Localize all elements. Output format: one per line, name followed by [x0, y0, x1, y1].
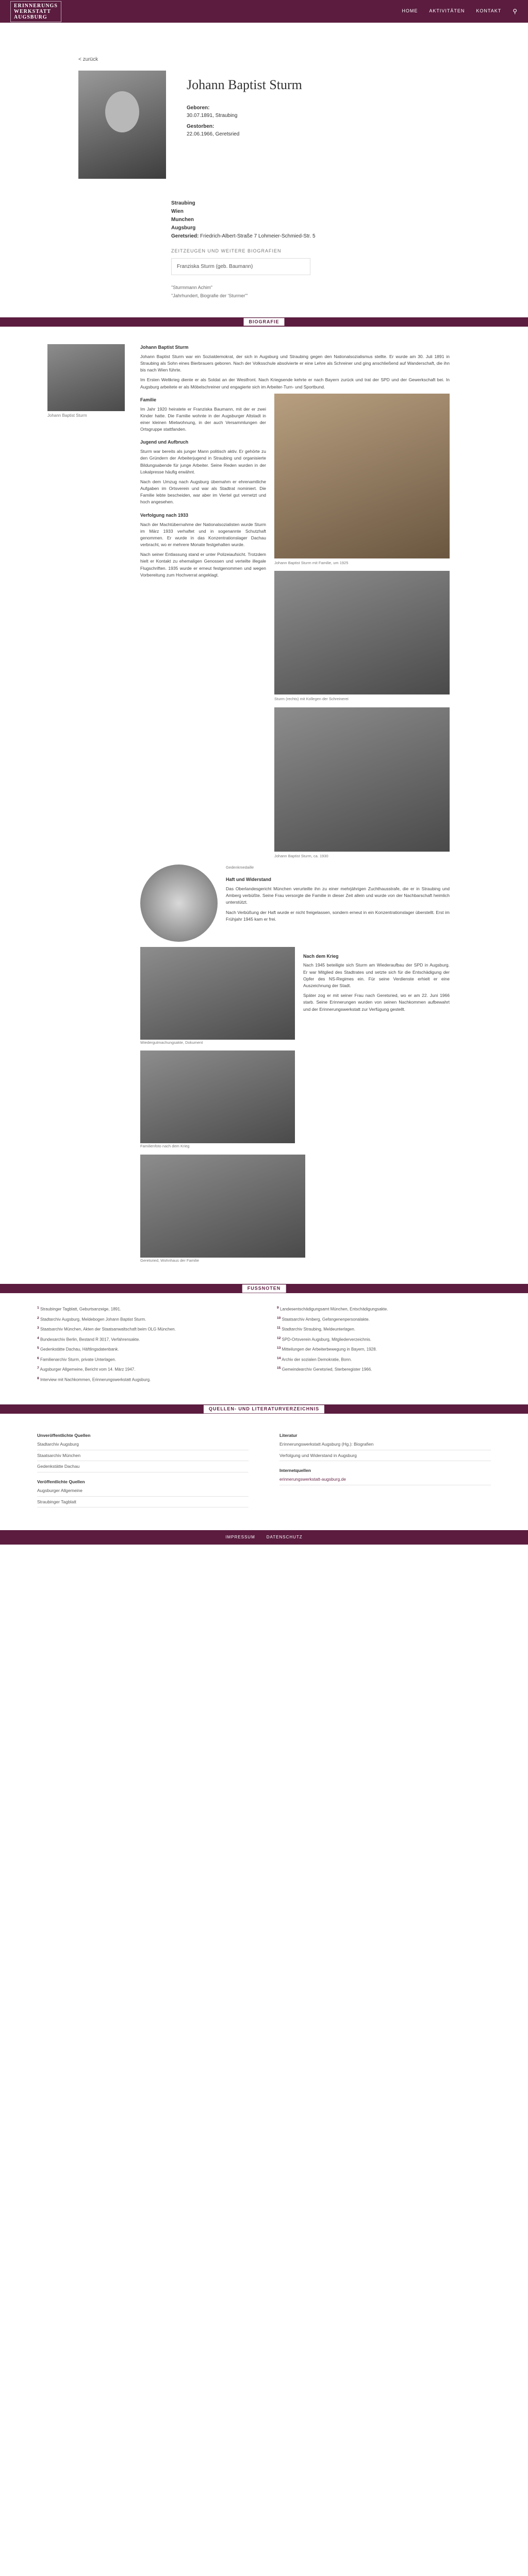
sources-band [0, 1404, 528, 1414]
bio-heading: Familie [140, 397, 157, 402]
search-icon[interactable]: ⚲ [513, 8, 518, 15]
death-value: 22.06.1966, Geretsried [187, 131, 240, 137]
source-item: Stadtarchiv Augsburg [37, 1441, 79, 1447]
site-logo[interactable] [10, 1, 61, 22]
logo-line-3: AUGSBURG [14, 14, 47, 20]
footnotes [37, 1306, 491, 1386]
bio-heading: Haft und Widerstand [226, 877, 271, 883]
source-item: Verfolgung und Widerstand in Augsburg [279, 1452, 357, 1458]
footnote-item: $^1$ Straubinger Tagblatt, Geburtsanzeige, 1891. [37, 1306, 121, 1312]
bio-paragraph: Sturm war bereits als junger Mann politisch aktiv. Er gehörte zu den Gründern der Arbeiterjugend in Straubing und organisierte Bildungsabende für junge Arbeiter. Seine Reden wurden in der Lokalpresse häufig erwähnt. [140, 449, 266, 474]
birth-label: Geboren: [187, 105, 210, 111]
footnote-item: $^{13}$ Mitteilungen der Arbeiterbewegung in Bayern, 1928. [277, 1346, 377, 1352]
source-item: Gedenkstätte Dachau [37, 1464, 80, 1469]
bio-heading: Nach dem Krieg [303, 953, 339, 959]
footnote-item: $^{11}$ Stadtarchiv Straubing, Meldeunterlagen. [277, 1326, 356, 1332]
sources-subheading: Veröffentlichte Quellen [37, 1479, 85, 1485]
footnotes-heading: FUSSNOTEN [242, 1285, 286, 1293]
bio-figure [274, 571, 450, 702]
footnote-item: $^{12}$ SPD-Ortsverein Augsburg, Mitgliederverzeichnis. [277, 1336, 372, 1342]
back-link[interactable]: < zurück [78, 57, 98, 62]
bio-paragraph: Johann Baptist Sturm war ein Sozialdemokrat, der sich in Augsburg und Straubing gegen den Nationalsozialismus stellte. Er wurde am 30. Juli 1891 in Straubing als Sohn eines Bierbrauers geboren. Nach der Volksschule absolvierte er eine Lehre als Schreiner und ging anschließend auf Wanderschaft, die ihn bis nach Wien führte. [140, 353, 450, 373]
sources-right [279, 1426, 491, 1510]
footnote-item: $^{15}$ Gemeindearchiv Geretsried, Sterberegister 1966. [277, 1366, 372, 1372]
bio-paragraph: Später zog er mit seiner Frau nach Geretsried, wo er am 22. Juni 1966 starb. Seine Erinnerungen wurden von seinen Nachkommen aufbewahrt und der Erinnerungswerkstatt zur Verfügung gestellt. [303, 993, 450, 1012]
person-facts [187, 104, 302, 138]
sources-subheading: Unveröffentlichte Quellen [37, 1433, 91, 1438]
place-item: Augsburg [171, 225, 196, 231]
footnote-item: $^{10}$ Staatsarchiv Amberg, Gefangenenpersonalakte. [277, 1316, 370, 1322]
nav-aktivitaeten[interactable]: AKTIVITÄTEN [429, 8, 465, 14]
biography-heading: BIOGRAFIE [243, 318, 284, 326]
biography-section [37, 344, 491, 1264]
bio-portrait [47, 344, 125, 419]
footnote-item: $^4$ Bundesarchiv Berlin, Bestand R 3017, Verfahrensakte. [37, 1336, 140, 1342]
source-item: Straubinger Tagblatt [37, 1499, 76, 1504]
footnote-item: $^7$ Augsburger Allgemeine, Bericht vom 14. März 1947. [37, 1366, 136, 1372]
bio-caption: Sturm (rechts) mit Kollegen der Schreinerei [274, 697, 349, 702]
sources-mini [171, 283, 491, 300]
places-list [171, 199, 491, 241]
person-name: Johann Baptist Sturm [187, 77, 302, 92]
sources-left [37, 1426, 249, 1510]
bio-portrait-caption: Johann Baptist Sturm [47, 413, 87, 418]
footnote-item: $^5$ Gedenkstätte Dachau, Häftlingsdatenbank. [37, 1346, 119, 1352]
top-bar [0, 0, 528, 23]
bio-paragraph: Das Oberlandesgericht München verurteilte ihn zu einer mehrjährigen Zuchthausstrafe, die er in Straubing und Amberg verbüßte. Seine Frau versorgte die Familie in dieser Zeit allein und wurde von der Nachbarschaft heimlich unterstützt. [226, 886, 450, 905]
bio-paragraph: Im Jahr 1920 heiratete er Franziska Baumann, mit der er zwei Kinder hatte. Die Familie wohnte in der Augsburger Altstadt in einer kleinen Mietwohnung, in der auch Versammlungen der Ortsgruppe stattfanden. [140, 406, 266, 432]
related-label: ZEITZEUGEN UND WEITERE BIOGRAFIEN [171, 248, 282, 253]
footnotes-left [37, 1306, 251, 1386]
bio-caption: Johann Baptist Sturm mit Familie, um 1925 [274, 560, 349, 565]
bio-paragraph: Im Ersten Weltkrieg diente er als Soldat an der Westfront. Nach Kriegsende kehrte er nach Bayern zurück und trat der SPD und der Gewerkschaft bei. In Augsburg arbeitete er als Möbelschreiner und engagierte sich im Arbeiter-Turn- und Sportbund. [140, 377, 450, 389]
bio-paragraph: Nach 1945 beteiligte sich Sturm am Wiederaufbau der SPD in Augsburg. Er war Mitglied des Stadtrates und setzte sich für die Entschädigung der Opfer des NS-Regimes ein. Für seine Verdienste erhielt er eine Auszeichnung der Stadt. [303, 962, 450, 988]
person-header [78, 71, 491, 179]
bio-paragraph: Nach dem Umzug nach Augsburg übernahm er ehrenamtliche Aufgaben im Ortsverein und war als Stadtrat nominiert. Die Familie lebte bescheiden, war aber im Viertel gut vernetzt und hoch angesehen. [140, 479, 266, 505]
footnote-item: $^2$ Stadtarchiv Augsburg, Meldebogen Johann Baptist Sturm. [37, 1316, 146, 1322]
bio-paragraph: Nach Verbüßung der Haft wurde er nicht freigelassen, sondern erneut in ein Konzentrationslager überstellt. Erst im Frühjahr 1945 kam er frei. [226, 909, 450, 922]
source-mini-item: "Jahrhundert, Biografie der 'Sturmer'" [171, 293, 248, 298]
bio-heading: Jugend und Aufbruch [140, 439, 189, 445]
source-item: Staatsarchiv München [37, 1452, 81, 1458]
birth-value: 30.07.1891, Straubing [187, 113, 238, 118]
place-item: Wien [171, 209, 184, 214]
bio-paragraph: Nach seiner Entlassung stand er unter Polizeiaufsicht. Trotzdem hielt er Kontakt zu ehemaligen Genossen und verteilte illegale Flugschriften. 1935 wurde er erneut festgenommen und wegen Vorbereitung zum Hochverrat angeklagt. [140, 552, 266, 578]
medal-image [140, 865, 218, 942]
bio-paragraph: Nach der Machtübernahme der Nationalsozialisten wurde Sturm im März 1933 verhaftet und in sogenannte Schutzhaft genommen. Er wurde in das Konzentrationslager Dachau verbracht, wo er mehrere Monate festgehalten wurde. [140, 521, 266, 548]
bio-caption: Gedenkmedaille [226, 865, 254, 870]
biography-band [0, 317, 528, 327]
source-mini-item: "Sturmmann Achim" [171, 284, 212, 290]
main-nav [402, 7, 518, 16]
bio-figure: Wiedergutmachungsakte, Dokument Familienfoto nach dem Krieg [140, 947, 295, 1149]
place-item: Straubing [171, 200, 195, 206]
sources-subheading: Internetquellen [279, 1468, 311, 1473]
bio-heading: Johann Baptist Sturm [140, 344, 189, 350]
footnote-item: $^8$ Interview mit Nachkommen, Erinnerungswerkstatt Augsburg. [37, 1376, 151, 1382]
page-footer [0, 1530, 528, 1545]
biography-text [140, 344, 450, 1264]
footnote-item: $^9$ Landesentschädigungsamt München, Entschädigungsakte. [277, 1306, 388, 1312]
footnote-item: $^3$ Staatsarchiv München, Akten der Staatsanwaltschaft beim OLG München. [37, 1326, 176, 1332]
death-label: Gestorben: [187, 124, 214, 129]
footnotes-right [277, 1306, 491, 1386]
related-person-link[interactable]: Franziska Sturm (geb. Baumann) [171, 258, 310, 275]
bio-figure [274, 394, 450, 566]
logo-line-1: ERINNERUNGS [14, 3, 58, 9]
sources-subheading: Literatur [279, 1433, 298, 1438]
place-item: Geretsried: Friedrich-Albert-Straße 7 Lohmeier-Schmied-Str. 5 [171, 233, 316, 239]
bio-figure: Geretsried, Wohnhaus der Familie [140, 1155, 305, 1264]
footnotes-band [0, 1284, 528, 1293]
sources-section [37, 1426, 491, 1510]
logo-line-2: WERKSTATT [14, 8, 51, 14]
sources-heading: QUELLEN- UND LITERATURVERZEICHNIS [204, 1405, 324, 1413]
source-item: Erinnerungswerkstatt Augsburg (Hg.): Biografien [279, 1441, 374, 1447]
nav-kontakt[interactable]: KONTAKT [476, 8, 502, 14]
person-portrait [78, 71, 166, 179]
bio-heading: Verfolgung nach 1933 [140, 512, 189, 518]
nav-home[interactable]: HOME [402, 8, 418, 14]
source-item: Augsburger Allgemeine [37, 1487, 82, 1493]
footnote-item: $^6$ Familienarchiv Sturm, private Unterlagen. [37, 1356, 117, 1362]
place-item: Munchen [171, 217, 194, 223]
footer-impressum[interactable]: IMPRESSUM [225, 1535, 255, 1540]
footer-datenschutz[interactable]: DATENSCHUTZ [266, 1535, 303, 1540]
bio-caption: Johann Baptist Sturm, ca. 1930 [274, 853, 328, 858]
footnote-item: $^{14}$ Archiv der sozialen Demokratie, Bonn. [277, 1356, 352, 1362]
source-link[interactable]: erinnerungswerkstatt-augsburg.de [279, 1477, 346, 1482]
bio-figure [274, 707, 450, 859]
